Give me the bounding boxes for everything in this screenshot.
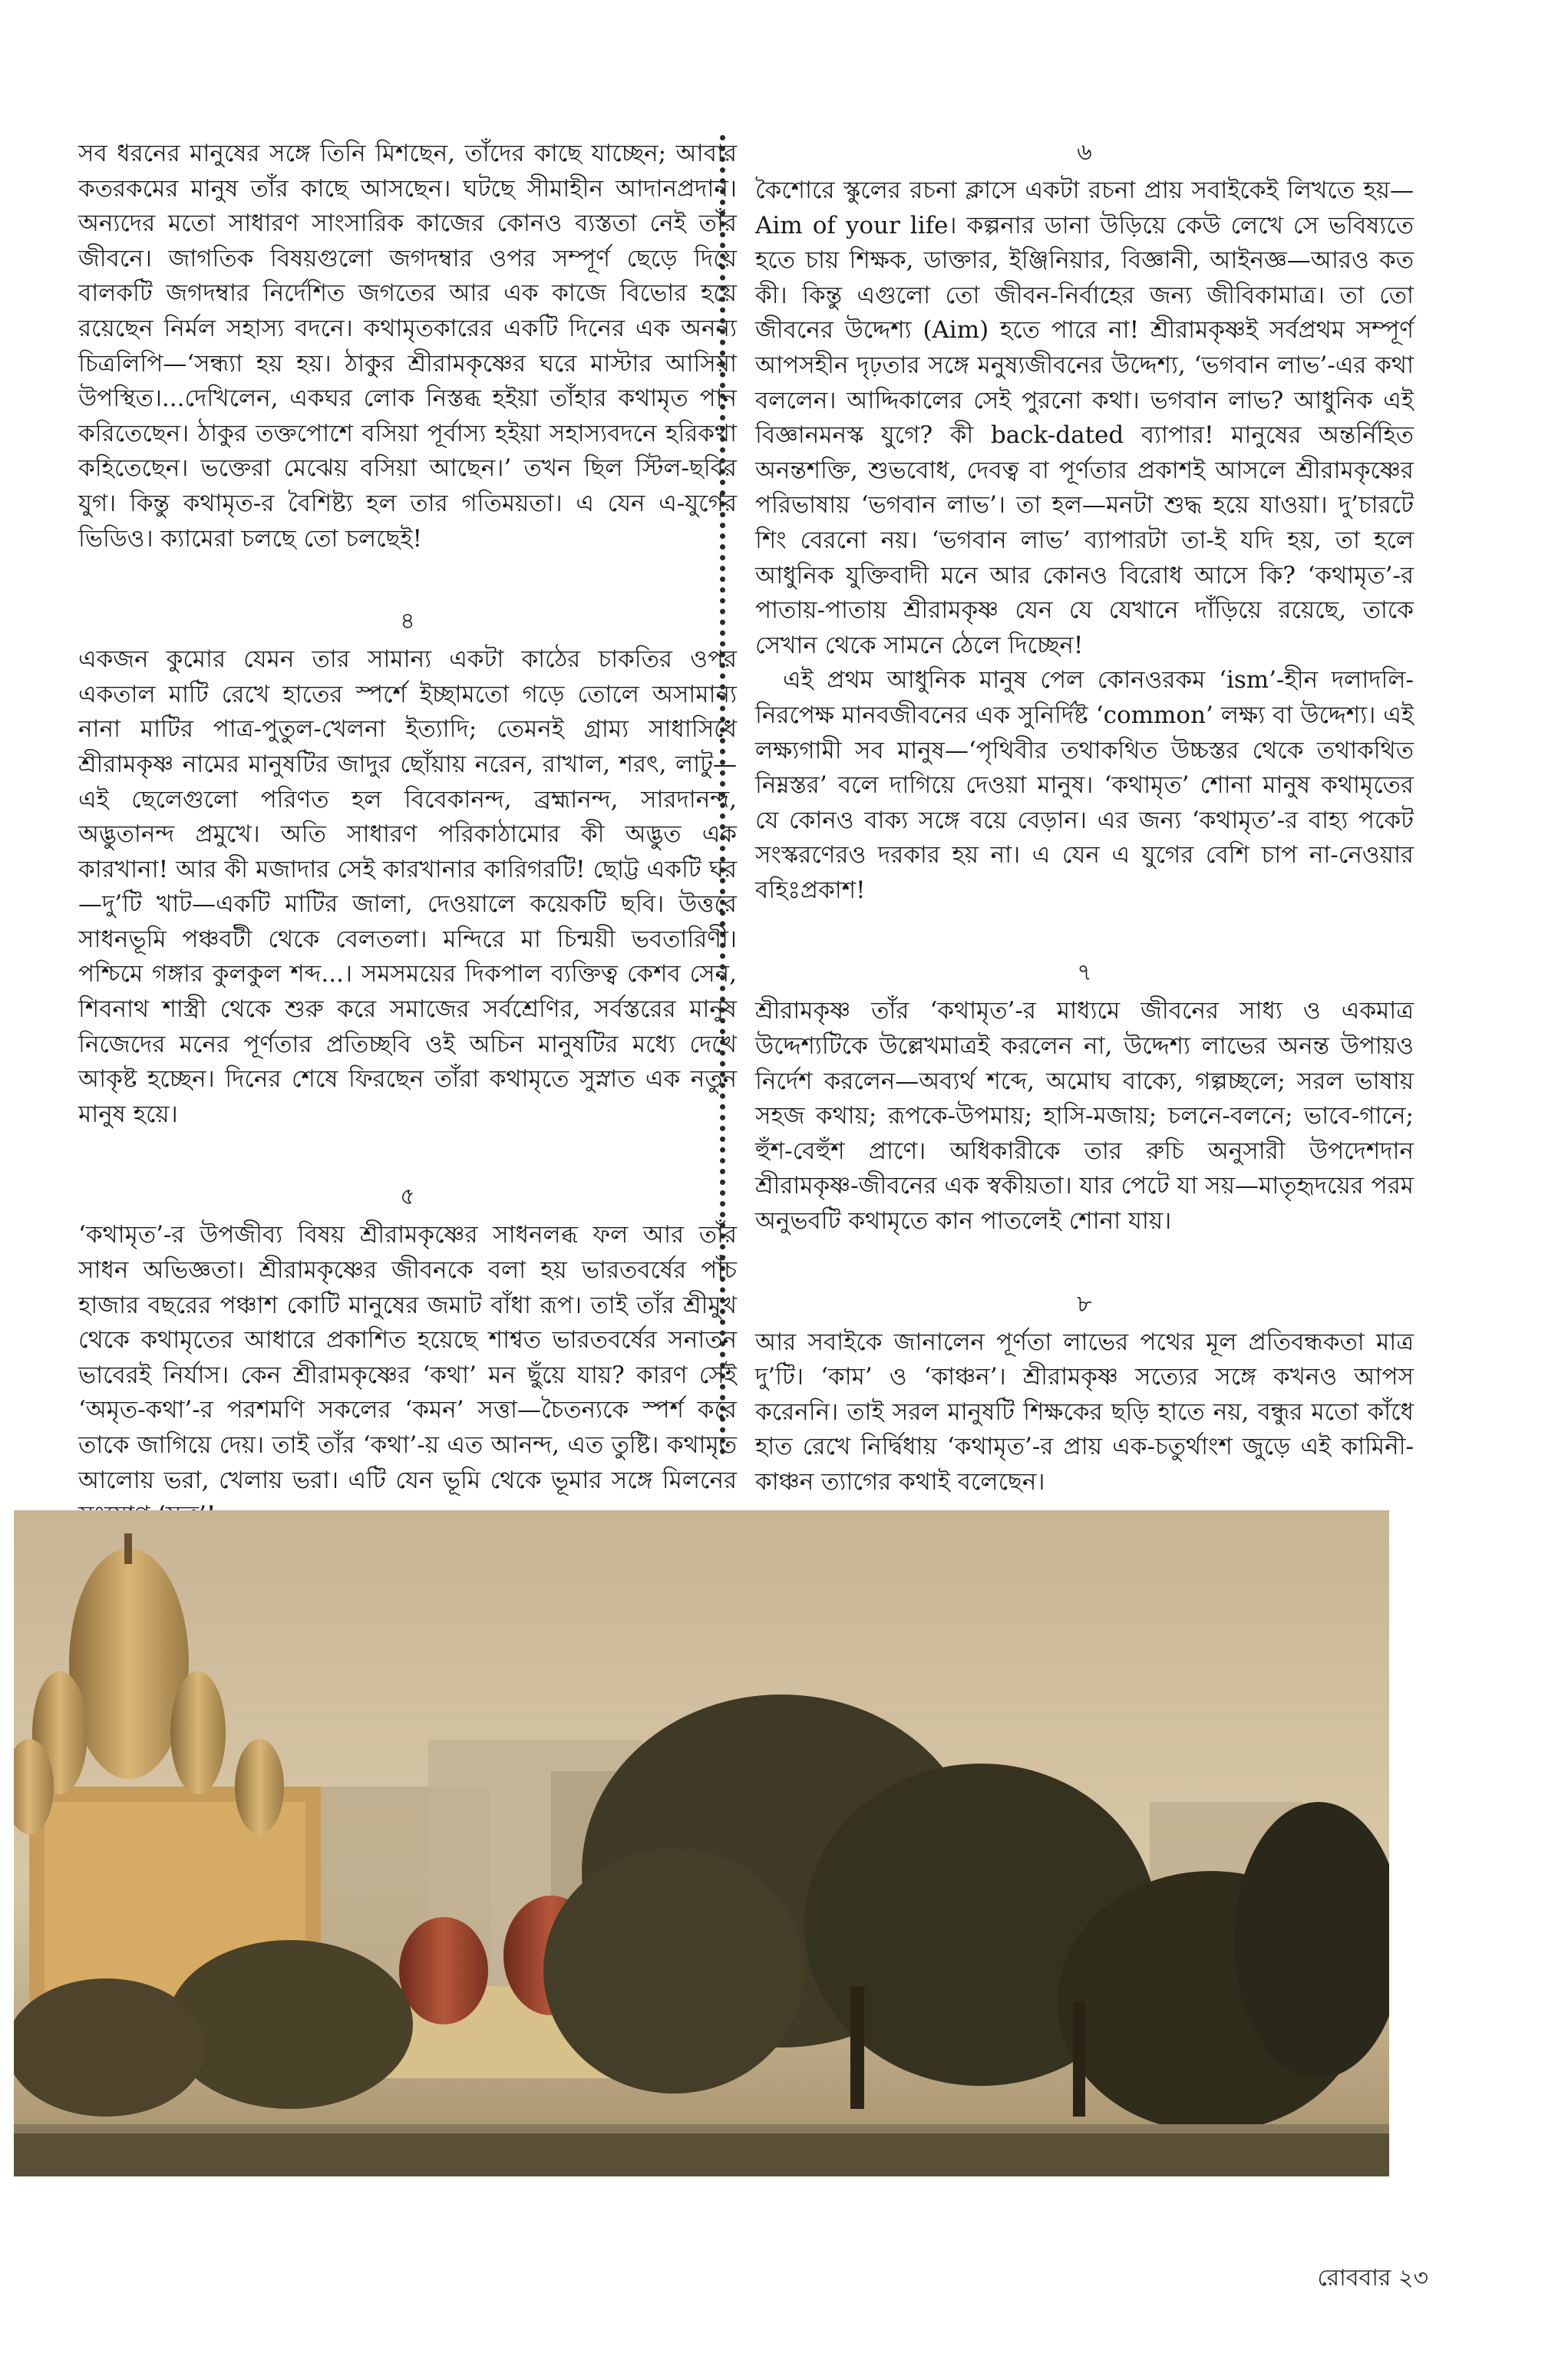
section-number-4: ৪ <box>400 608 415 635</box>
section-8-paragraph: আর সবাইকে জানালেন পূর্ণতা লাভের পথের মূল প্রতিবন্ধকতা মাত্র দু’টি। ‘কাম’ ও ‘কাঞ্চন’। শ্রীরামকৃষ্ণ সত্যের সঙ্গে কখনও আপস করেননি। তাই সরল মানুষটি শিক্ষকের ছড়ি হাতে নয়, বন্ধুর মতো কাঁধে হাত রেখে নির্দ্বিধায় ‘কথামৃত’-র প্রায় এক-চতুর্থাংশ জুড়ে এই কামিনী-কাঞ্চন ত্যাগের কথাই বলেছেন। <box>755 1328 1414 1496</box>
section-5-paragraph: ‘কথামৃত’-র উপজীব্য বিষয় শ্রীরামকৃষ্ণের সাধনলব্ধ ফল আর তাঁর সাধন অভিজ্ঞতা। শ্রীরামকৃষ্ণের জীবনকে বলা হয় ভারতবর্ষের পাঁচ হাজার বছরের পঞ্চাশ কোটি মানুষের জমাট বাঁধা রূপ। তাই তাঁর শ্রীমুখ থেকে কথামৃতের আধারে প্রকাশিত হয়েছে শাশ্বত ভারতবর্ষের সনাতন ভাবেরই নির্যাস। কেন শ্রীরামকৃষ্ণের ‘কথা’ মন ছুঁয়ে যায়? কারণ সেই ‘অমৃত-কথা’-র পরশমণি সকলের ‘কমন’ সত্তা—চৈতন্যকে স্পর্শ করে তাকে জাগিয়ে দেয়। তাই তাঁর ‘কথা’-য় এত আনন্দ, এত তুষ্টি। কথামৃত আলোয় ভরা, খেলায় ভরা। এটি যেন ভূমি থেকে ভূমার সঙ্গে মিলনের <box>78 1221 737 1494</box>
section-number-6: ৬ <box>1077 139 1092 166</box>
temple-photograph <box>14 1510 1389 2176</box>
section-4-paragraph: একজন কুমোর যেমন তার সামান্য একটা কাঠের চাকতির ওপর একতাল মাটি রেখে হাতের স্পর্শে ইচ্ছামতো গড়ে তোলে অসামান্য নানা মাটির পাত্র-পুতুল-খেলনা ইত্যাদি; তেমনই গ্রাম্য সাধাসিধে শ্রীরামকৃষ্ণ নামের মানুষটির জাদুর ছোঁয়ায় নরেন, রাখাল, শরৎ, লাটু—এই ছেলেগুলো পরিণত হল বিবেকানন্দ, ব্রহ্মানন্দ, সারদানন্দ, অদ্ভুতানন্দ প্রমুখে। অতি সাধারণ পরিকাঠামোর কী অদ্ভুত এক কারখানা! আর কী মজাদার সেই কারখানার কারিগরটি! ছোট্ট একটি ঘর—দু’টি খাট—একটি মাটির জালা, দেওয়ালে কয়েকটি ছবি। উত্তরে সাধনভূমি পঞ্চবটী থেকে বেলতলা। মন্দিরে মা চিন্ময়ী ভবতারিণী। পশ্চিমে গঙ্গার কুলকুল শব্দ...। সমসময়ের দিকপাল ব্যক্তিত্ব কেশব সেন, শিবনাথ শাস্ত্রী থেকে শুরু করে সমাজের সর্বশ্রেণির, সর্বস্তরের মানুষ নিজেদের মনের পূর্ণতার প্রতিচ্ছবি ওই অচিন মানুষটির মধ্যে দেখে আকৃষ্ট হচ্ছেন। দিনের শেষে ফিরছেন তাঁরা কথামৃতে সুস্নাত এক নতুন মানুষ হয়ে। <box>78 645 737 1128</box>
column-divider <box>720 135 725 1455</box>
section-7-paragraph: শ্রীরামকৃষ্ণ তাঁর ‘কথামৃত’-র মাধ্যমে জীবনের সাধ্য ও একমাত্র উদ্দেশ্যটিকে উল্লেখমাত্রই করলেন না, উদ্দেশ্য লাভের অনন্ত উপায়ও নির্দেশ করলেন—অব্যর্থ শব্দে, অমোঘ বাক্যে, গল্পচ্ছলে; সরল ভাষায় সহজ কথায়; রূপকে-উপমায়; হাসি-মজায়; চলনে-বলনে; ভাবে-গানে; হুঁশ-বেহুঁশ প্রাণে। অধিকারীকে তার রুচি অনুসারী উপদেশদান শ্রীরামকৃষ্ণ-জীবনের এক স্বকীয়তা। যার পেটে যা সয়—মাতৃহৃদয়ের পরম অনুভবটি কথামৃতে কান পাতলেই শোনা যায়। <box>755 997 1414 1236</box>
left-column <box>78 137 737 1533</box>
intro-paragraph: সব ধরনের মানুষের সঙ্গে তিনি মিশছেন, তাঁদের কাছে যাচ্ছেন; আবার কতরকমের মানুষ তাঁর কাছে আসছেন। ঘটছে সীমাহীন আদানপ্রদান। অন্যদের মতো সাধারণ সাংসারিক কাজের কোনও ব্যস্ততা নেই তাঁর জীবনে। জাগতিক বিষয়গুলো জগদম্বার ওপর সম্পূর্ণ ছেড়ে দিয়ে বালকটি জগদম্বার নির্দেশিত জগতের আর এক কাজে বিভোর হয়ে রয়েছেন নির্মল সহাস্য বদনে। কথামৃতকারের একটি দিনের এক অনন্য চিত্রলিপি—‘সন্ধ্যা হয় হয়। ঠাকুর শ্রীরামকৃষ্ণের ঘরে মাস্টার আসিয়া উপস্থিত।...দেখিলেন, একঘর লোক নিস্তব্ধ হইয়া তাঁহার কথামৃত পান করিতেছেন। ঠাকুর তক্তপোশে বসিয়া পূর্বাস্য হইয়া সহাস্যবদনে হরিকথা কহিতেছেন। ভক্তেরা মেঝেয় বসিয়া আছেন।’ তখন ছিল স্টিল-ছবির যুগ। কিন্তু কথামৃত-র বৈশিষ্ট্য হল তার গতিময়তা। এ যেন এ-যুগের ভিডিও। ক্যামেরা চলছে তো চলছেই! <box>78 140 737 553</box>
section-6-paragraph-2: এই প্রথম আধুনিক মানুষ পেল কোনওরকম ‘ism’-হীন দলাদলি-নিরপেক্ষ মানবজীবনের এক সুনির্দিষ্ট ‘common’ লক্ষ্য বা উদ্দেশ্য। এই লক্ষ্যগামী সব মানুষ—‘পৃথিবীর তথাকথিত উচ্চস্তর থেকে তথাকথিত নিম্নস্তর’ বলে দাগিয়ে দেওয়া মানুষ। ‘কথামৃত’ শোনা মানুষ কথামৃতের যে কোনও বাক্য সঙ্গে বয়ে বেড়ান। এর জন্য ‘কথামৃত’-র বাহ্য পকেট সংস্করণেরও দরকার হয় না। এ যেন এ যুগের বেশি চাপ না-নেওয়ার বহিঃপ্রকাশ! <box>755 666 1414 904</box>
page-footer: রোববার ২৩ <box>1317 2265 1428 2292</box>
section-number-5: ৫ <box>400 1183 415 1211</box>
right-column <box>755 137 1414 1500</box>
temple-scene-illustration <box>14 1510 1389 2176</box>
section-number-8: ৮ <box>1077 1290 1092 1318</box>
section-6-paragraph: কৈশোরে স্কুলের রচনা ক্লাসে একটা রচনা প্রায় সবাইকেই লিখতে হয়—Aim of your life। কল্পনার ডানা উড়িয়ে কেউ লেখে সে ভবিষ্যতে হতে চায় শিক্ষক, ডাক্তার, ইঞ্জিনিয়ার, বিজ্ঞানী, আইনজ্ঞ—আরও কত কী। কিন্তু এগুলো তো জীবন-নির্বাহের জন্য জীবিকামাত্র। তা তো জীবনের উদ্দেশ্য (Aim) হতে পারে না! শ্রীরামকৃষ্ণই সর্বপ্রথম সম্পূর্ণ আপসহীন দৃঢ়তার সঙ্গে মনুষ্যজীবনের উদ্দেশ্য, ‘ভগবান লাভ’-এর কথা বললেন। আদ্দিকালের সেই পুরনো কথা। ভগবান লাভ? আধুনিক এই বিজ্ঞানমনস্ক যুগে? কী back-dated ব্যাপার! মানুষের অন্তর্নিহিত অনন্তশক্তি, শুভবোধ, দেবত্ব বা পূর্ণতার প্রকাশই আসলে শ্রীরামকৃষ্ণের পরিভাষায় ‘ভগবান লাভ’। তা হল—মনটা শুদ্ধ হয়ে যাওয়া। দু’চারটে শিং বেরনো নয়। ‘ভগবান লাভ’ ব্যাপারটা তা-ই যদি হয়, তা হলে আধুনিক যুক্তিবাদী মনে আর কোনও বিরোধ আসে কি? ‘কথামৃত’-র পাতায়-পাতায় শ্রীরামকৃষ্ণ যেন যে যেখানে দাঁড়িয়ে রয়েছে, তাকে সেখান থেকে সামনে ঠেলে দিচ্ছেন! <box>755 177 1414 659</box>
section-number-7: ৭ <box>1077 959 1092 987</box>
